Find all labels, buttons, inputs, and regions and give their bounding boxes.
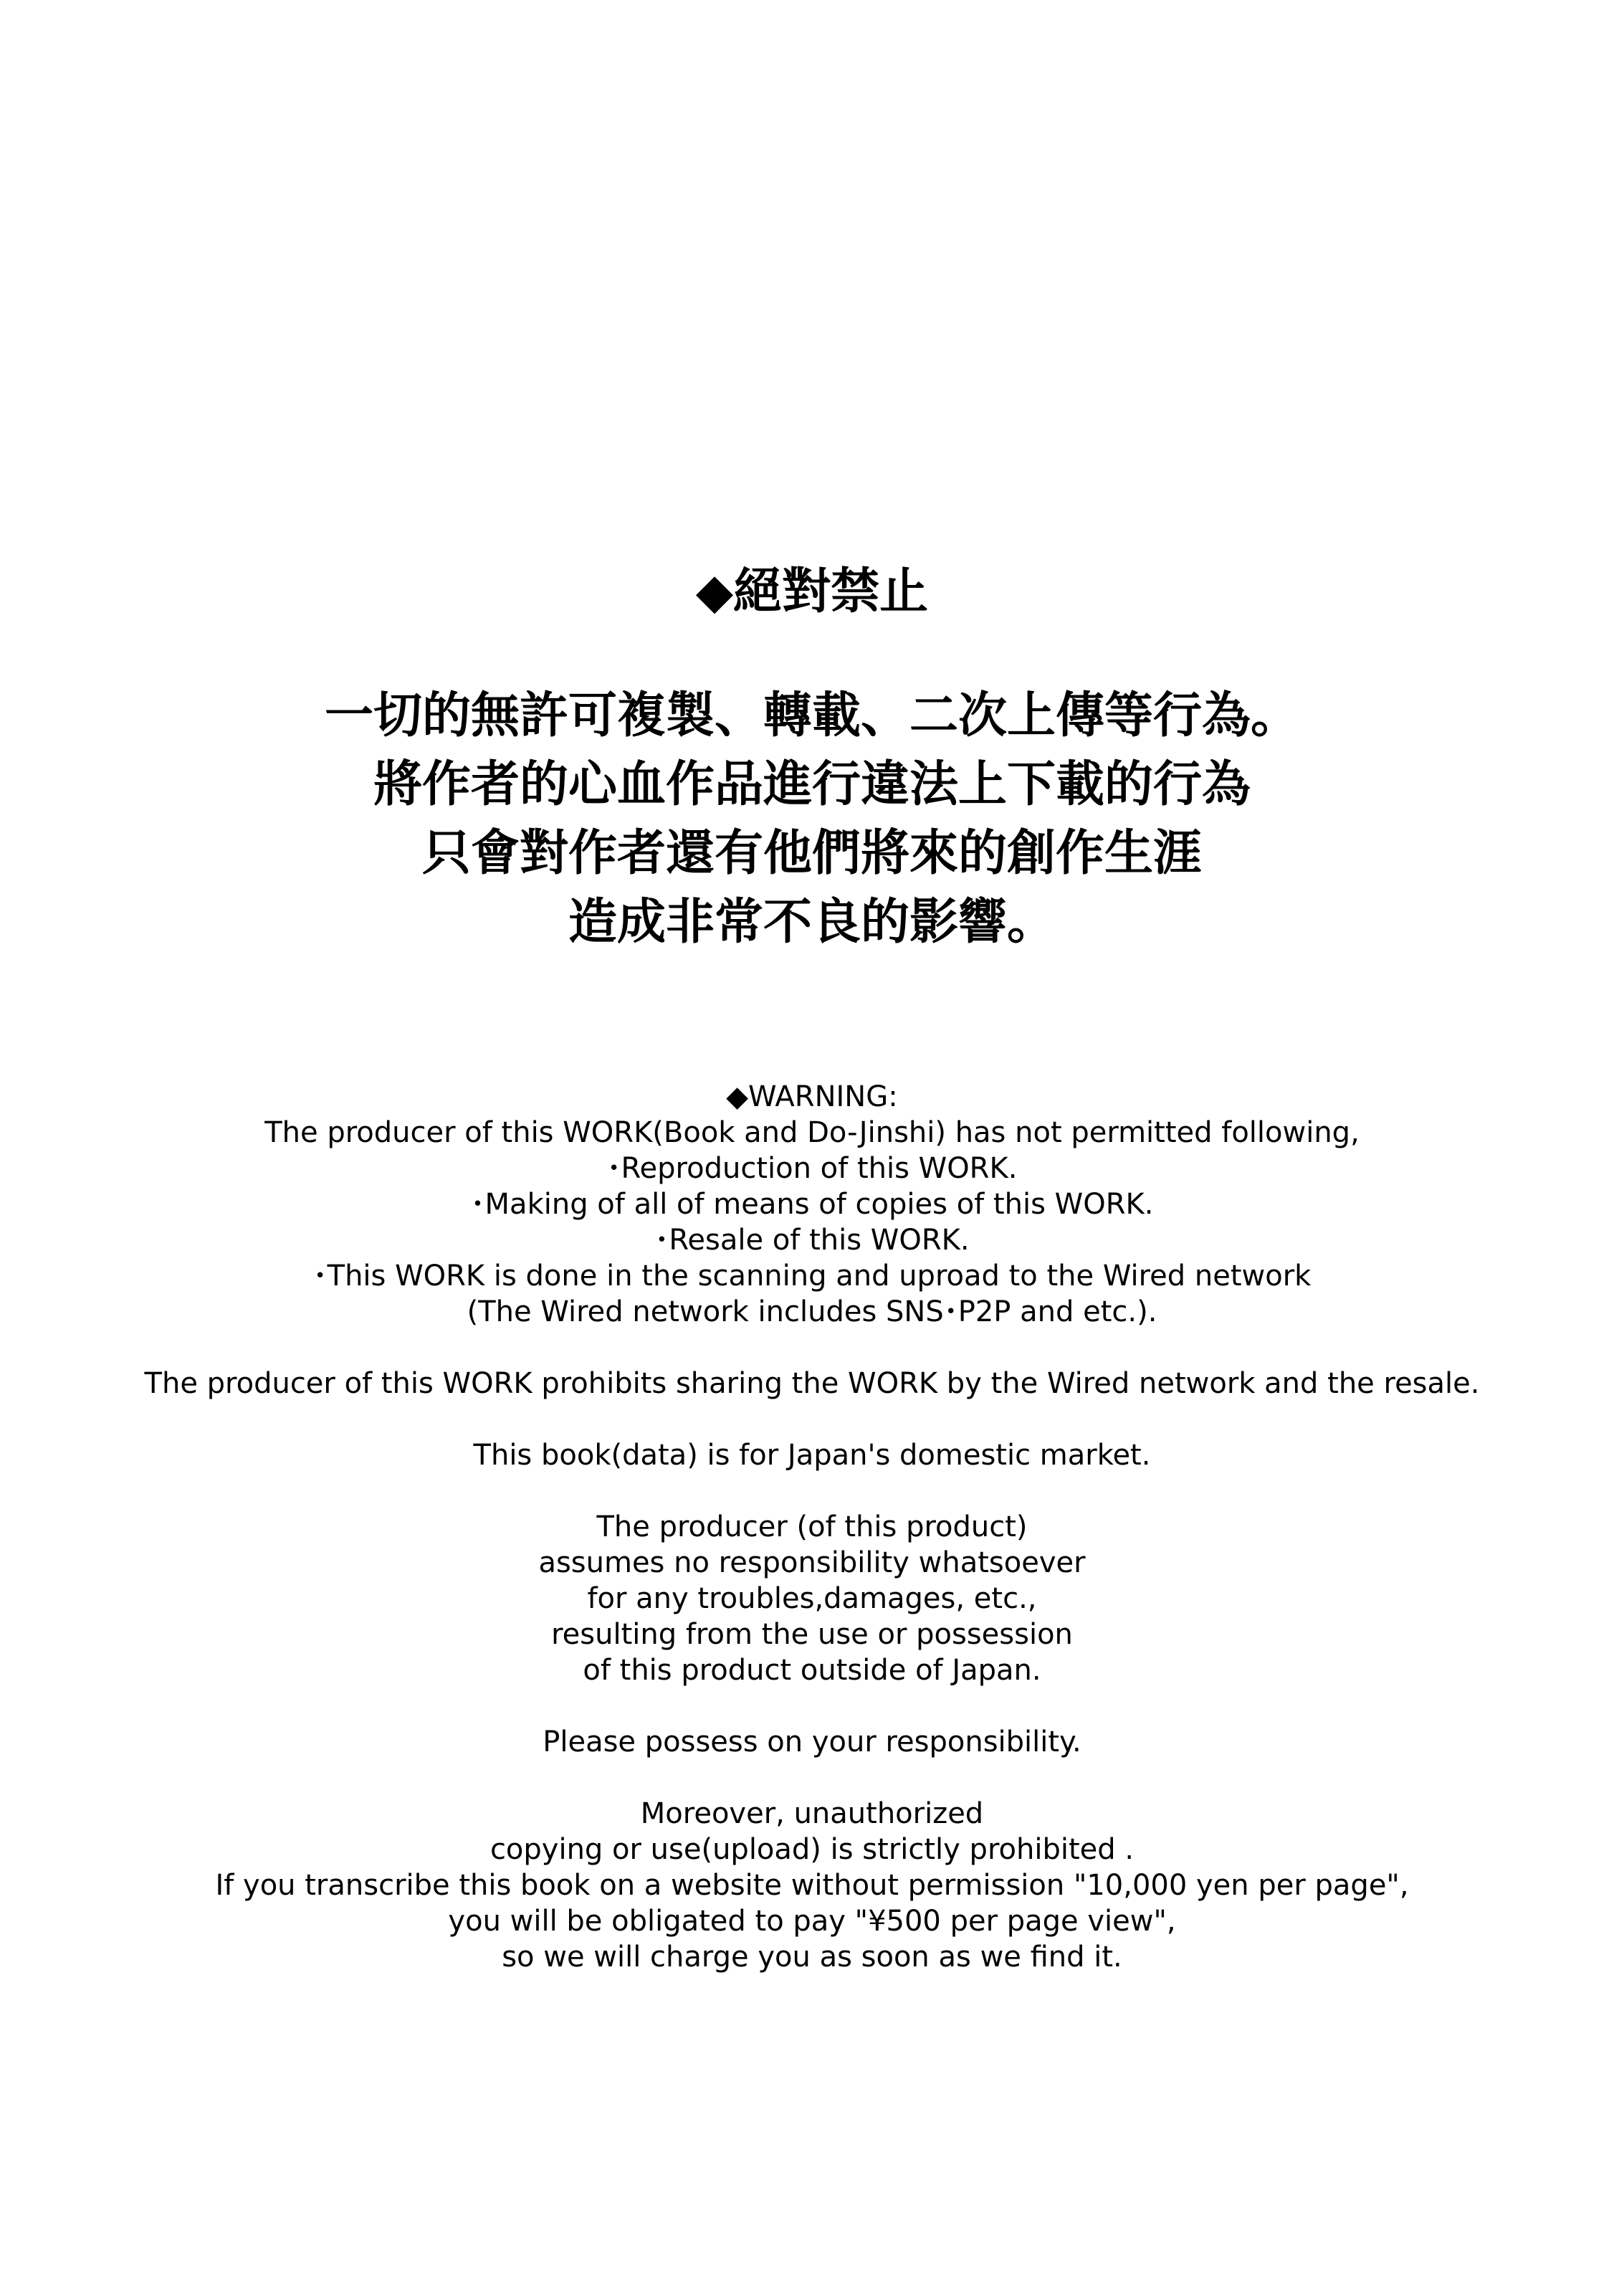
- warning-item: ･This WORK is done in the scanning and uproad to the Wired network: [312, 1260, 1312, 1293]
- cjk-notice-line: 只會對作者還有他們將來的創作生涯: [421, 824, 1202, 882]
- spacer: [0, 1330, 1624, 1366]
- warning-intro: The producer of this WORK(Book and Do-Jinshi) has not permitted following,: [264, 1116, 1360, 1149]
- responsibility-line: assumes no responsibility whatsoever: [538, 1546, 1086, 1579]
- warning-item: ･Making of all of means of copies of this WORK.: [470, 1188, 1154, 1221]
- warning-item: ･Resale of this WORK.: [654, 1224, 970, 1257]
- warning-item: ･Reproduction of this WORK.: [606, 1152, 1018, 1185]
- responsibility-line: for any troubles,damages, etc.,: [587, 1582, 1037, 1615]
- cjk-notice-line: 將作者的心血作品進行違法上下載的行為: [373, 756, 1251, 813]
- responsibility-line: The producer (of this product): [596, 1510, 1028, 1543]
- charge-line: you will be obligated to pay "¥500 per page view",: [448, 1905, 1176, 1938]
- charge-line: so we will charge you as soon as we find it.: [502, 1941, 1122, 1974]
- charge-line: Moreover, unauthorized: [640, 1797, 984, 1830]
- spacer: [0, 1401, 1624, 1437]
- market-text: This book(data) is for Japan's domestic market.: [473, 1439, 1151, 1472]
- warning-heading: ◆WARNING:: [726, 1080, 898, 1113]
- cjk-notice-line: 造成非常不良的影響。: [568, 893, 1056, 951]
- prohibition-text: The producer of this WORK prohibits sharing the WORK by the Wired network and the resale.: [144, 1367, 1480, 1400]
- english-warning: [0, 1079, 1624, 1975]
- responsibility-line: resulting from the use or possession: [551, 1618, 1073, 1651]
- spacer: [0, 1688, 1624, 1724]
- cjk-heading: ◆絕對禁止: [695, 563, 929, 620]
- network-note: (The Wired network includes SNS･P2P and etc.).: [467, 1295, 1157, 1328]
- cjk-notice-body: [0, 681, 1624, 956]
- cjk-notice-line: 一切的無許可複製、轉載、二次上傳等行為。: [324, 687, 1299, 744]
- possess-text: Please possess on your responsibility.: [543, 1726, 1081, 1758]
- charge-line: copying or use(upload) is strictly prohibited .: [489, 1833, 1135, 1866]
- charge-line: If you transcribe this book on a website without permission "10,000 yen per page",: [215, 1869, 1409, 1902]
- spacer: [0, 1473, 1624, 1509]
- spacer: [0, 1760, 1624, 1796]
- responsibility-line: of this product outside of Japan.: [583, 1654, 1041, 1687]
